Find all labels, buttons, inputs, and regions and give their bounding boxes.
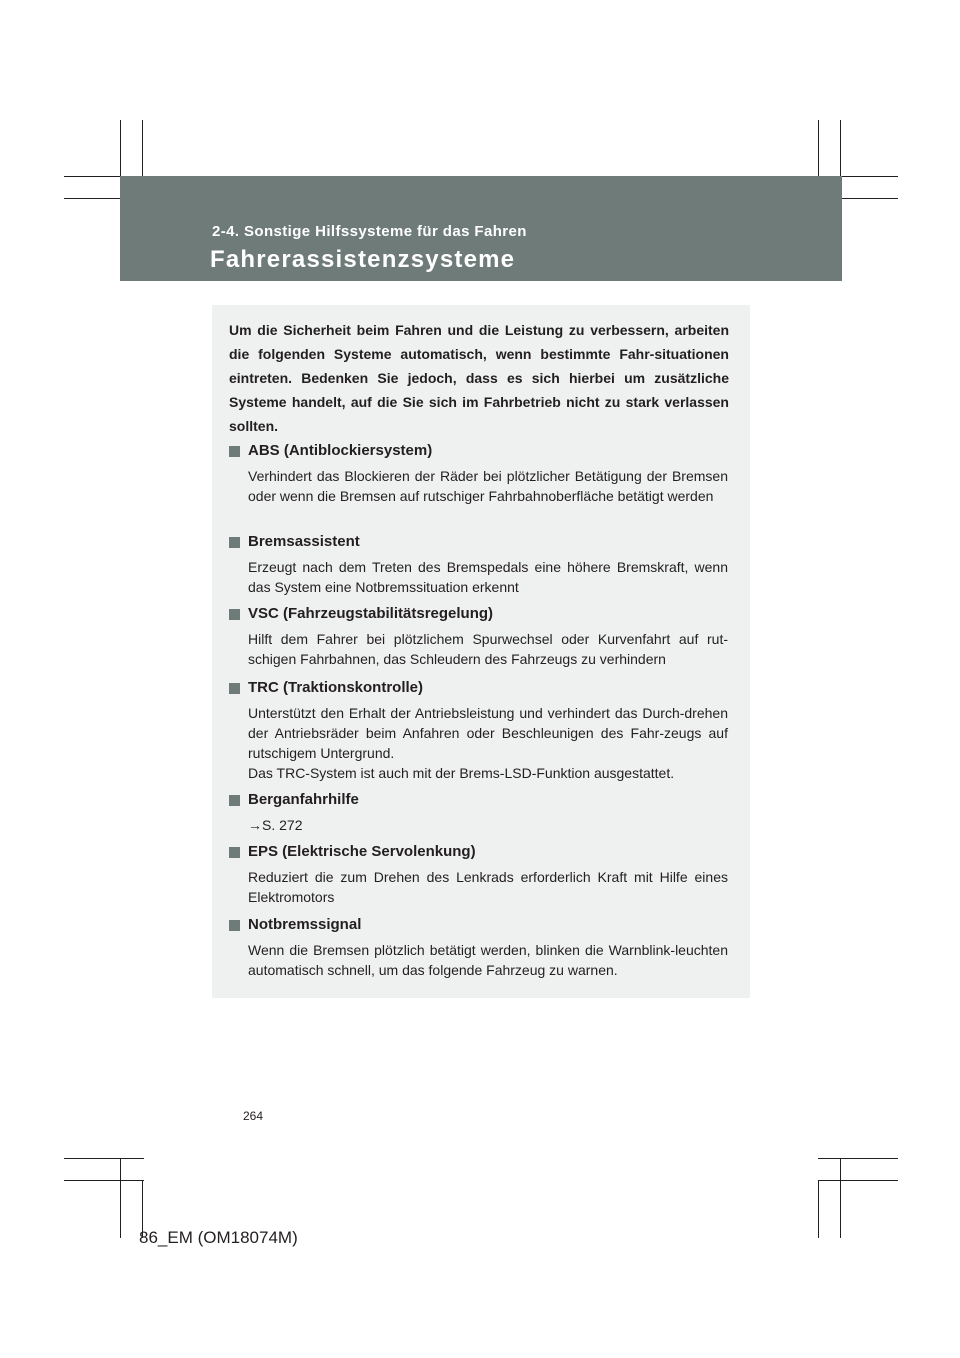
item-description: Erzeugt nach dem Treten des Bremspedals eine höhere Bremskraft, wenn das System eine Notbremssituation erkennt	[248, 559, 728, 595]
header-band	[120, 176, 842, 281]
crop-mark	[120, 1158, 121, 1238]
page-reference-link[interactable]: →S. 272	[248, 817, 303, 833]
list-item	[228, 843, 728, 907]
crop-mark	[818, 1180, 898, 1181]
list-item	[228, 533, 728, 597]
item-description-note: Das TRC-System ist auch mit der Brems-LSD-Funktion ausgestattet.	[248, 765, 675, 781]
list-item	[228, 916, 728, 980]
item-title: ABS (Antiblockiersystem)	[248, 442, 433, 459]
crop-mark	[840, 1158, 841, 1238]
item-title: EPS (Elektrische Servolenkung)	[248, 843, 476, 860]
list-item	[228, 605, 728, 669]
item-description: Unterstützt den Erhalt der Antriebsleistung und verhindert das Durch-drehen der Antriebsräder beim Anfahren oder Beschleunigen des Fahr-zeugs auf rutschigem Untergrund.	[248, 705, 728, 761]
item-description: Verhindert das Blockieren der Räder bei plötzlicher Betätigung der Bremsen oder wenn die Bremsen auf rutschiger Fahrbahnoberfläche betätigt werden	[248, 468, 728, 504]
square-bullet-icon	[229, 609, 240, 620]
crop-mark	[818, 1158, 898, 1159]
crop-mark	[818, 1180, 819, 1238]
list-item	[228, 791, 728, 835]
list-item	[228, 679, 728, 783]
item-title: Bremsassistent	[248, 533, 360, 550]
item-title: TRC (Traktionskontrolle)	[248, 679, 424, 696]
item-description: Reduziert die zum Drehen des Lenkrads erforderlich Kraft mit Hilfe eines Elektromotors	[248, 869, 728, 905]
item-description: Hilft dem Fahrer bei plötzlichem Spurwechsel oder Kurvenfahrt auf rut-schigen Fahrbahnen, das Schleudern des Fahrzeugs zu verhindern	[248, 631, 728, 667]
list-item	[228, 442, 728, 506]
square-bullet-icon	[229, 446, 240, 457]
square-bullet-icon	[229, 847, 240, 858]
crop-mark	[64, 1158, 144, 1159]
item-title: VSC (Fahrzeugstabilitätsregelung)	[248, 605, 494, 622]
crop-mark	[64, 1180, 144, 1181]
item-title: Notbremssignal	[248, 916, 362, 933]
page-number: 264	[243, 1109, 264, 1123]
section-title: 2-4. Sonstige Hilfssysteme für das Fahren	[212, 223, 527, 240]
page-title: Fahrerassistenzsysteme	[210, 246, 516, 273]
square-bullet-icon	[229, 920, 240, 931]
item-title: Berganfahrhilfe	[248, 791, 359, 808]
square-bullet-icon	[229, 795, 240, 806]
square-bullet-icon	[229, 683, 240, 694]
content-panel	[212, 305, 750, 998]
item-description: Wenn die Bremsen plötzlich betätigt werden, blinken die Warnblink-leuchten automatisch schnell, um das folgende Fahrzeug zu warnen.	[248, 942, 728, 978]
square-bullet-icon	[229, 537, 240, 548]
intro-paragraph: Um die Sicherheit beim Fahren und die Leistung zu verbessern, arbeiten die folgenden Systeme automatisch, wenn bestimmte Fahr-situationen eintreten. Bedenken Sie jedoch, dass es sich hierbei um zusätzliche Systeme handelt, auf die Sie sich im Fahrbetrieb nicht zu stark verlassen sollten.	[229, 322, 729, 434]
document-code: 86_EM (OM18074M)	[139, 1228, 298, 1247]
